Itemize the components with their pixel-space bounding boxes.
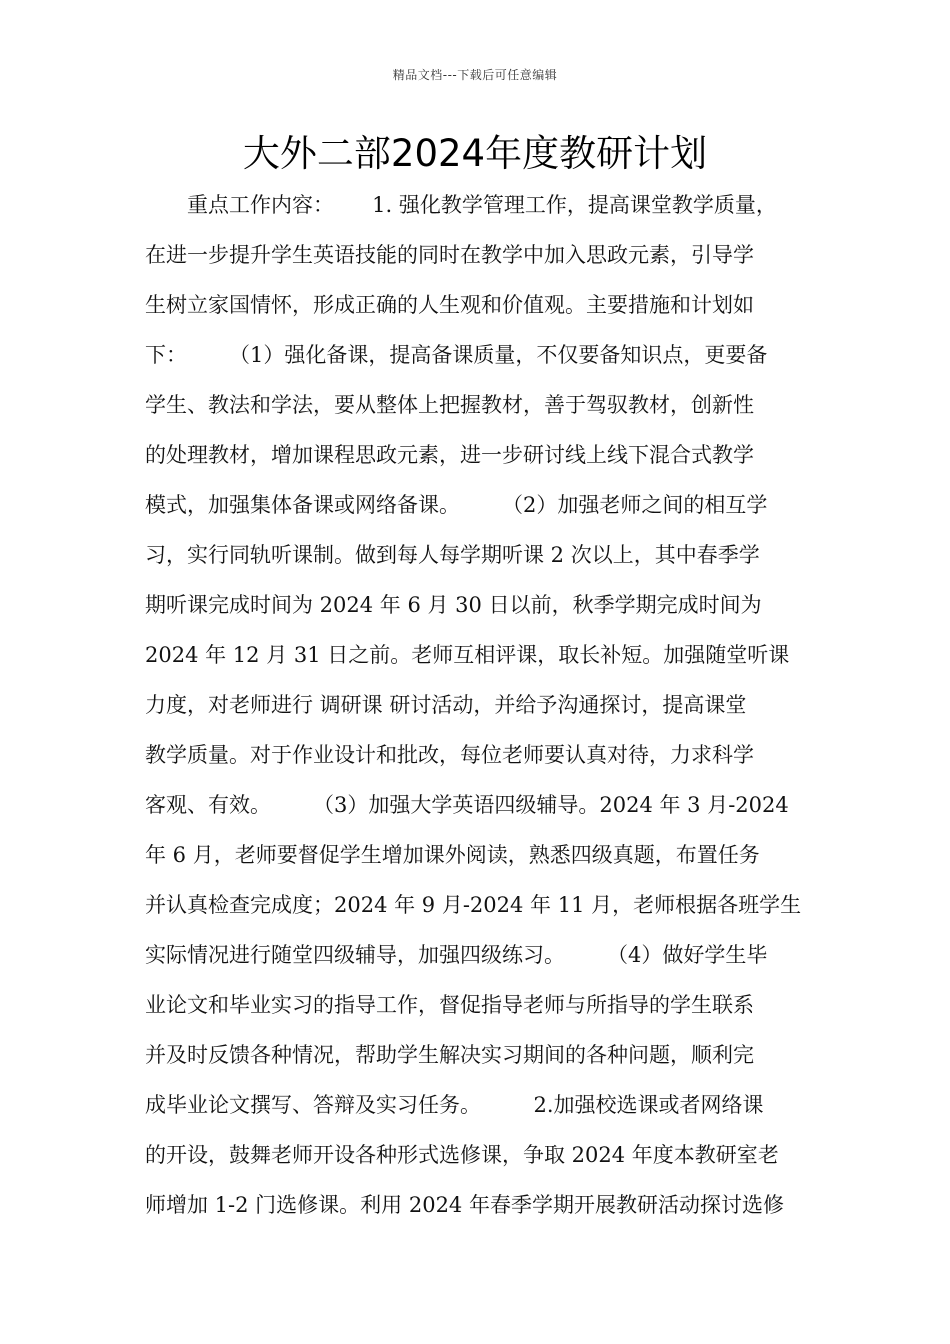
body-line: 年 6 月，老师要督促学生增加课外阅读，熟悉四级真题，布置任务 xyxy=(145,843,760,867)
body-line: 并认真检查完成度；2024 年 9 月-2024 年 11 月，老师根据各班学生 xyxy=(145,893,802,917)
body-line: 业论文和毕业实习的指导工作，督促指导老师与所指导的学生联系 xyxy=(145,993,754,1017)
body-line: 在进一步提升学生英语技能的同时在教学中加入思政元素，引导学 xyxy=(145,243,754,267)
body-line: 学生、教法和学法，要从整体上把握教材，善于驾驭教材，创新性 xyxy=(145,393,754,417)
body-line: 下： （1）强化备课，提高备课质量，不仅要备知识点，更要备 xyxy=(145,343,768,367)
body-line: 习，实行同轨听课制。做到每人每学期听课 2 次以上，其中春季学 xyxy=(145,543,760,567)
body-line: 模式，加强集体备课或网络备课。 （2）加强老师之间的相互学 xyxy=(145,493,768,517)
header-note: 精品文档---下载后可任意编辑 xyxy=(392,68,558,82)
body-line: 教学质量。对于作业设计和批改，每位老师要认真对待，力求科学 xyxy=(145,743,754,767)
body-line: 期听课完成时间为 2024 年 6 月 30 日以前，秋季学期完成时间为 xyxy=(145,593,762,617)
body-line: 的处理教材，增加课程思政元素，进一步研讨线上线下混合式教学 xyxy=(145,443,754,467)
body-line: 实际情况进行随堂四级辅导，加强四级练习。 （4）做好学生毕 xyxy=(145,943,768,967)
document-title: 大外二部2024年度教研计划 xyxy=(242,132,708,175)
body-line: 成毕业论文撰写、答辩及实习任务。 2.加强校选课或者网络课 xyxy=(145,1093,764,1117)
body-line: 并及时反馈各种情况，帮助学生解决实习期间的各种问题，顺利完 xyxy=(145,1043,754,1067)
body-line: 生树立家国情怀，形成正确的人生观和价值观。主要措施和计划如 xyxy=(145,293,754,317)
document-body xyxy=(145,180,807,1230)
body-line: 力度，对老师进行 调研课 研讨活动，并给予沟通探讨，提高课堂 xyxy=(145,693,747,717)
body-line: 的开设，鼓舞老师开设各种形式选修课，争取 2024 年度本教研室老 xyxy=(145,1143,779,1167)
body-line: 2024 年 12 月 31 日之前。老师互相评课，取长补短。加强随堂听课 xyxy=(145,643,790,667)
body-line: 重点工作内容： 1. 强化教学管理工作，提高课堂教学质量， xyxy=(145,193,777,217)
body-line: 师增加 1-2 门选修课。利用 2024 年春季学期开展教研活动探讨选修 xyxy=(145,1193,784,1217)
body-line: 客观、有效。 （3）加强大学英语四级辅导。2024 年 3 月-2024 xyxy=(145,793,789,817)
